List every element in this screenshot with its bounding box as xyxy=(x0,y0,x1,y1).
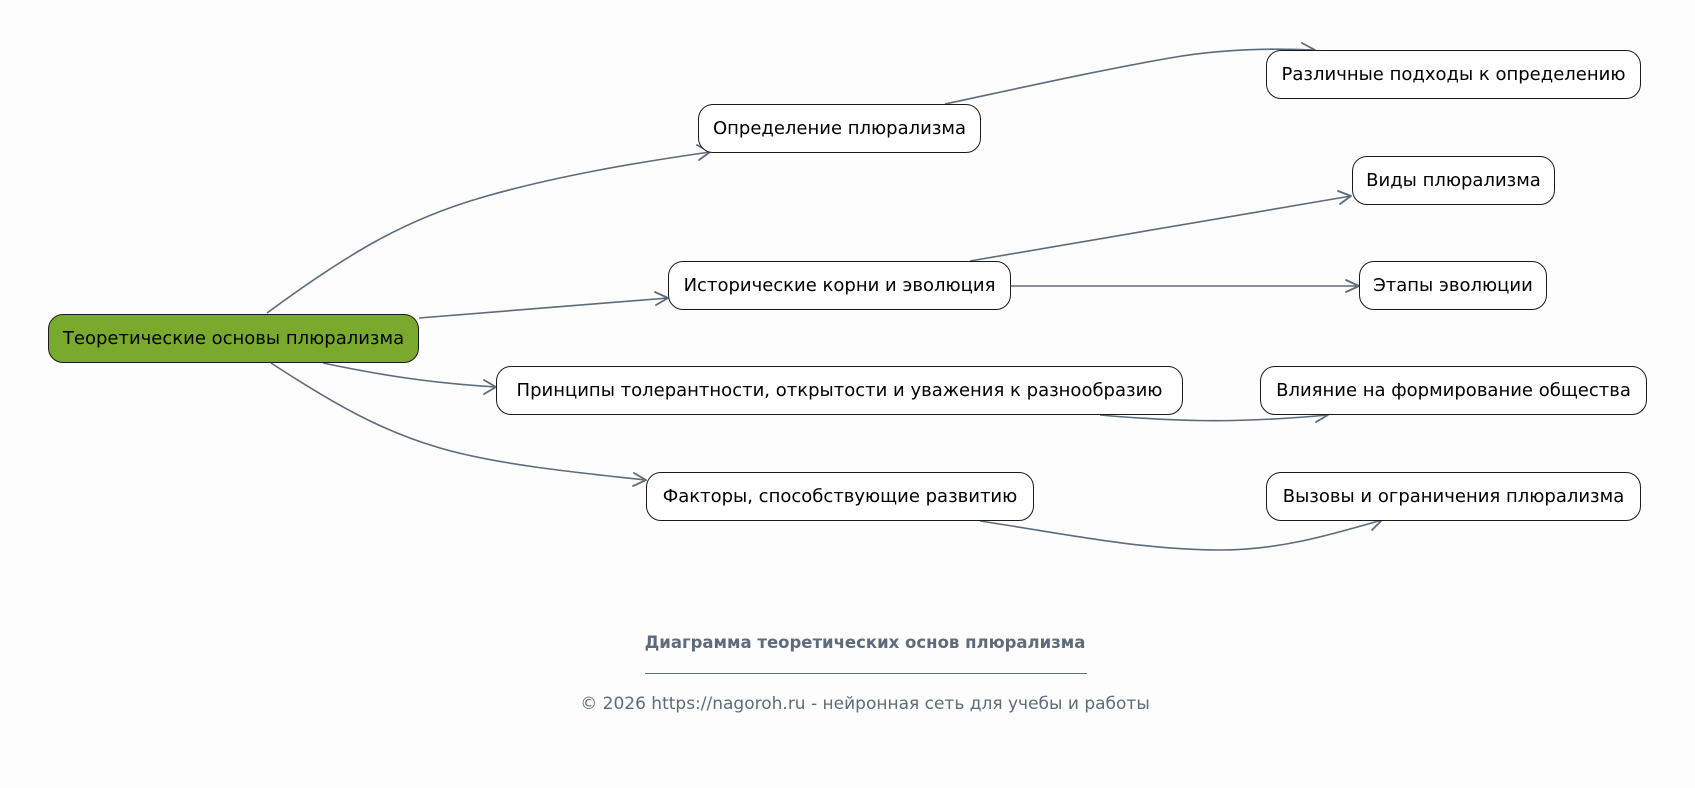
node-root: Теоретические основы плюрализма xyxy=(48,314,419,363)
edge-root-history xyxy=(419,298,668,318)
diagram-caption-title: Диаграмма теоретических основ плюрализма xyxy=(644,633,1086,652)
edge-root-definition xyxy=(267,152,710,313)
node-history: Исторические корни и эволюция xyxy=(668,261,1011,310)
node-principles: Принципы толерантности, открытости и уважения к разнообразию xyxy=(496,366,1183,415)
edge-history-types xyxy=(970,196,1351,261)
edge-root-principles xyxy=(323,363,496,387)
node-approaches: Различные подходы к определению xyxy=(1266,50,1641,99)
node-definition: Определение плюрализма xyxy=(698,104,981,153)
caption-divider xyxy=(645,673,1087,674)
diagram-caption-credit: © 2026 https://nagoroh.ru - нейронная сеть для учебы и работы xyxy=(580,694,1150,714)
edge-factors-challenges xyxy=(980,520,1382,550)
node-influence: Влияние на формирование общества xyxy=(1260,366,1647,415)
node-factors: Факторы, способствующие развитию xyxy=(646,472,1034,521)
edge-definition-approaches xyxy=(945,49,1315,104)
node-types: Виды плюрализма xyxy=(1352,156,1555,205)
node-challenges: Вызовы и ограничения плюрализма xyxy=(1266,472,1641,521)
edge-principles-influence xyxy=(1100,415,1328,421)
node-stages: Этапы эволюции xyxy=(1359,261,1547,310)
